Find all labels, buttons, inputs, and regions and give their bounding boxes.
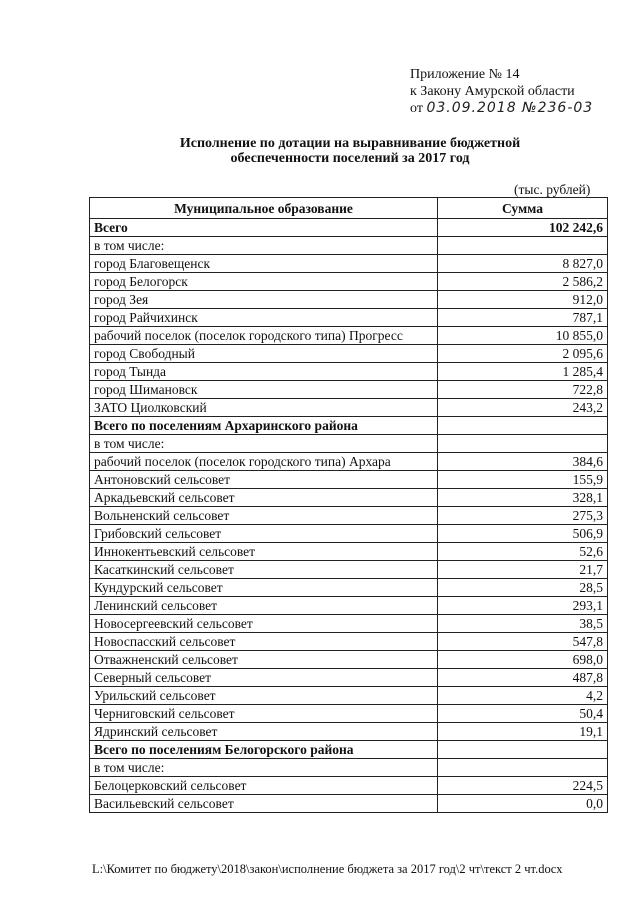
table-row	[90, 417, 608, 435]
municipality-name: Ядринский сельсовет	[90, 723, 438, 741]
table-row	[90, 525, 608, 543]
appendix-number: Приложение № 14	[410, 67, 520, 82]
amount-value	[438, 741, 608, 759]
header-municipality: Муниципальное образование	[90, 198, 438, 219]
table-row	[90, 633, 608, 651]
amount-value: 384,6	[438, 453, 608, 471]
table-body	[90, 219, 608, 813]
amount-value: 28,5	[438, 579, 608, 597]
document-title	[120, 136, 580, 166]
header-amount: Сумма	[438, 198, 608, 219]
amount-value: 155,9	[438, 471, 608, 489]
amount-value: 293,1	[438, 597, 608, 615]
amount-value: 722,8	[438, 381, 608, 399]
amount-value: 787,1	[438, 309, 608, 327]
municipality-name: Антоновский сельсовет	[90, 471, 438, 489]
table-row	[90, 309, 608, 327]
table-row	[90, 255, 608, 273]
municipality-name: ЗАТО Циолковский	[90, 399, 438, 417]
table-row	[90, 687, 608, 705]
municipality-name: рабочий поселок (поселок городского типа) Архара	[90, 453, 438, 471]
amount-value: 506,9	[438, 525, 608, 543]
table-row	[90, 381, 608, 399]
municipality-name: Всего по поселениям Архаринского района	[90, 417, 438, 435]
table-row	[90, 489, 608, 507]
table-row	[90, 795, 608, 813]
municipality-name: в том числе:	[90, 435, 438, 453]
table-row	[90, 291, 608, 309]
municipality-name: в том числе:	[90, 759, 438, 777]
table-row	[90, 345, 608, 363]
amount-value: 4,2	[438, 687, 608, 705]
table-header-row	[90, 198, 608, 219]
amount-value: 912,0	[438, 291, 608, 309]
municipality-name: Васильевский сельсовет	[90, 795, 438, 813]
appendix-block	[410, 66, 593, 117]
table-row	[90, 777, 608, 795]
amount-value: 50,4	[438, 705, 608, 723]
municipality-name: город Белогорск	[90, 273, 438, 291]
municipality-name: Всего по поселениям Белогорского района	[90, 741, 438, 759]
municipality-name: город Благовещенск	[90, 255, 438, 273]
table-row	[90, 453, 608, 471]
table-row	[90, 507, 608, 525]
municipality-name: Северный сельсовет	[90, 669, 438, 687]
amount-value: 224,5	[438, 777, 608, 795]
table-row	[90, 471, 608, 489]
appendix-law: к Закону Амурской области	[410, 84, 575, 99]
table-row	[90, 435, 608, 453]
municipality-name: Иннокентьевский сельсовет	[90, 543, 438, 561]
amount-value: 487,8	[438, 669, 608, 687]
amount-value: 2 586,2	[438, 273, 608, 291]
table-row	[90, 237, 608, 255]
units-label: (тыс. рублей)	[514, 182, 591, 197]
table-row	[90, 543, 608, 561]
municipality-name: Отважненский сельсовет	[90, 651, 438, 669]
amount-value: 52,6	[438, 543, 608, 561]
table-row	[90, 561, 608, 579]
title-line-1: Исполнение по дотации на выравнивание бюджетной	[179, 136, 521, 151]
municipality-name: рабочий поселок (поселок городского типа) Прогресс	[90, 327, 438, 345]
appendix-date-line	[410, 100, 593, 117]
table-row	[90, 579, 608, 597]
table-row	[90, 651, 608, 669]
amount-value: 328,1	[438, 489, 608, 507]
municipality-name: Белоцерковский сельсовет	[90, 777, 438, 795]
amount-value: 275,3	[438, 507, 608, 525]
table-row	[90, 597, 608, 615]
table-row	[90, 219, 608, 237]
amount-value	[438, 435, 608, 453]
table-row	[90, 327, 608, 345]
table-row	[90, 669, 608, 687]
municipality-name: город Зея	[90, 291, 438, 309]
amount-value: 698,0	[438, 651, 608, 669]
table-row	[90, 759, 608, 777]
amount-value: 21,7	[438, 561, 608, 579]
municipality-name: город Шимановск	[90, 381, 438, 399]
municipality-name: Кундурский сельсовет	[90, 579, 438, 597]
municipality-name: Новоспасский сельсовет	[90, 633, 438, 651]
amount-value: 0,0	[438, 795, 608, 813]
amount-value: 243,2	[438, 399, 608, 417]
table-row	[90, 363, 608, 381]
table-row	[90, 399, 608, 417]
handwritten-date-number: 03.09.2018 №236-03	[426, 100, 594, 116]
amount-value: 2 095,6	[438, 345, 608, 363]
title-line-2: обеспеченности поселений за 2017 год	[230, 151, 470, 166]
file-path-footer: L:\Комитет по бюджету\2018\закон\исполнение бюджета за 2017 год\2 чт\текст 2 чт.docx	[92, 862, 563, 876]
municipality-name: Аркадьевский сельсовет	[90, 489, 438, 507]
table-row	[90, 273, 608, 291]
municipality-name: город Райчихинск	[90, 309, 438, 327]
amount-value: 8 827,0	[438, 255, 608, 273]
amount-value: 547,8	[438, 633, 608, 651]
amount-value: 10 855,0	[438, 327, 608, 345]
amount-value: 38,5	[438, 615, 608, 633]
amount-value: 1 285,4	[438, 363, 608, 381]
municipality-name: город Свободный	[90, 345, 438, 363]
table-row	[90, 723, 608, 741]
municipality-name: в том числе:	[90, 237, 438, 255]
municipality-name: Вольненский сельсовет	[90, 507, 438, 525]
municipality-name: Новосергеевский сельсовет	[90, 615, 438, 633]
amount-value	[438, 417, 608, 435]
appendix-date-prefix: от	[410, 101, 423, 116]
municipality-name: Грибовский сельсовет	[90, 525, 438, 543]
municipality-name: город Тында	[90, 363, 438, 381]
amount-value	[438, 759, 608, 777]
amount-value	[438, 237, 608, 255]
municipality-name: Всего	[90, 219, 438, 237]
municipality-name: Урильский сельсовет	[90, 687, 438, 705]
amount-value: 102 242,6	[438, 219, 608, 237]
municipality-name: Ленинский сельсовет	[90, 597, 438, 615]
municipality-name: Черниговский сельсовет	[90, 705, 438, 723]
table-row	[90, 705, 608, 723]
amount-value: 19,1	[438, 723, 608, 741]
table-row	[90, 741, 608, 759]
budget-table	[89, 197, 608, 813]
table-row	[90, 615, 608, 633]
municipality-name: Касаткинский сельсовет	[90, 561, 438, 579]
